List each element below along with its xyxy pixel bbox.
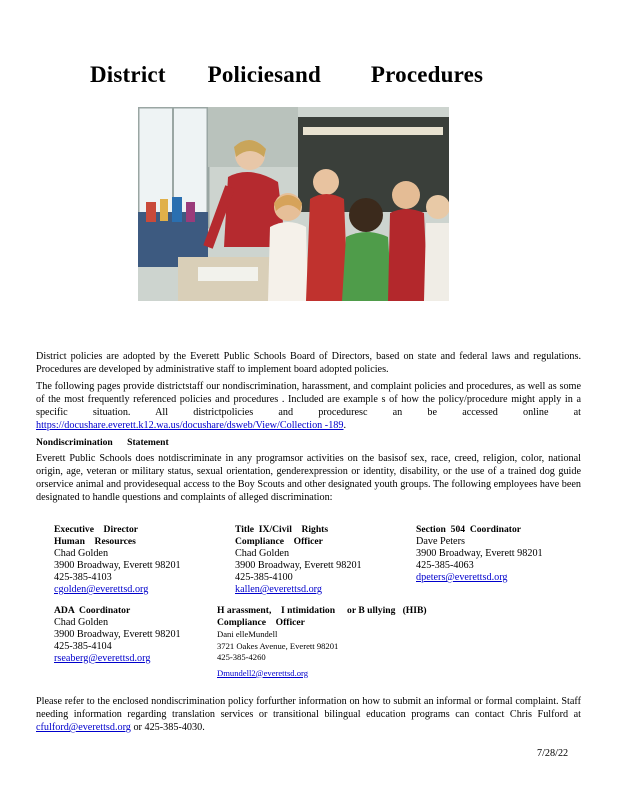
nondiscrimination-paragraph: Everett Public Schools does notdiscriminate in any programsor activities on the basisof sex, race, creed, religion, color, national origin, age, veteran or military status, sexual orientation, genderexpression or identity, disability, or the use of a trained dog guide orservice animal and providesequal access to the Boy Scouts and other designated youth groups. The following employees have been designated to handle questions and complaints of alleged discrimination: <box>36 453 581 503</box>
classroom-photo <box>138 107 449 301</box>
title-word-3: Procedures <box>370 62 484 87</box>
contact-ada <box>54 605 181 665</box>
contact-title-2: Human Resources <box>54 536 136 547</box>
contact-name: Chad Golden <box>54 617 109 628</box>
contact-title: H arassment, I ntimidation or B ullying (HIB) <box>217 605 427 616</box>
contact-address: 3900 Broadway, Everett 98201 <box>235 560 362 571</box>
contact-email[interactable]: kallen@everettsd.org <box>235 584 322 595</box>
contact-name: Chad Golden <box>235 548 290 559</box>
contact-address: 3900 Broadway, Everett 98201 <box>416 548 543 559</box>
contact-email[interactable]: rseaberg@everettsd.org <box>54 653 151 664</box>
contact-address: 3721 Oakes Avenue, Everett 98201 <box>217 640 339 651</box>
contact-name: Dave Peters <box>416 536 465 547</box>
nondiscrimination-heading: Nondiscrimination Statement <box>36 437 169 448</box>
intro-paragraph: District policies are adopted by the Everett Public Schools Board of Directors, based on state and federal laws and regulations. Procedures are developed by administrative staff to implement board adopted policies. <box>36 351 581 375</box>
classroom-photo-illustration <box>138 107 449 301</box>
policies-text: The following pages provide districtstaff our nondiscrimination, harassment, and complaint policies and procedures, as well as some of the most frequently referenced policies and procedures . Included are example s of how the policy/procedure might apply in a specific situation. All districtpolicies and proceduresc an be accessed online at <box>36 381 581 418</box>
contact-name: Dani elleMundell <box>217 629 278 639</box>
closing-text: Please refer to the enclosed nondiscrimination policy forfurther information on how to submit an informal or formal complaint. Staff needing information regarding translation services or transitional bilingual education programs can contact Chris Fulford at <box>36 696 581 720</box>
contact-address: 3900 Broadway, Everett 98201 <box>54 560 181 571</box>
contact-email[interactable]: Dmundell2@everettsd.org <box>217 667 309 678</box>
closing-paragraph <box>36 695 581 734</box>
policies-end: . <box>343 420 347 431</box>
contact-title: Executive Director <box>54 524 139 535</box>
contact-phone: 425-385-4100 <box>235 572 293 583</box>
contact-email[interactable]: cgolden@everettsd.org <box>54 584 149 595</box>
contact-email[interactable]: dpeters@everettsd.org <box>416 572 508 583</box>
contact-title: ADA Coordinator <box>54 605 131 616</box>
contact-executive-director <box>54 524 181 596</box>
contact-title: Section 504 Coordinator <box>416 524 521 535</box>
contact-phone: 425-385-4104 <box>54 641 112 652</box>
contact-section-504 <box>416 524 543 584</box>
contact-title: Title IX/Civil Rights <box>235 524 329 535</box>
title-word-1: District <box>90 62 166 87</box>
contact-phone: 425-385-4063 <box>416 560 474 571</box>
contact-title-ix <box>235 524 362 596</box>
docushare-link[interactable]: https://docushare.everett.k12.wa.us/docushare/dsweb/View/Collection -189 <box>36 420 344 431</box>
contact-name: Chad Golden <box>54 548 109 559</box>
contact-title-2: Compliance Officer <box>217 617 305 628</box>
title-word-2: Policiesand <box>207 62 321 87</box>
closing-end: or 425-385-4030. <box>133 722 205 733</box>
policies-paragraph <box>36 380 581 432</box>
contact-phone: 425-385-4260 <box>217 652 266 662</box>
contact-title-2: Compliance Officer <box>235 536 323 547</box>
document-date: 7/28/22 <box>537 748 569 759</box>
contact-phone: 425-385-4103 <box>54 572 112 583</box>
fulford-email-link[interactable]: cfulford@everettsd.org <box>36 722 131 733</box>
contact-address: 3900 Broadway, Everett 98201 <box>54 629 181 640</box>
contact-hib <box>217 605 427 679</box>
page-title <box>90 62 510 88</box>
